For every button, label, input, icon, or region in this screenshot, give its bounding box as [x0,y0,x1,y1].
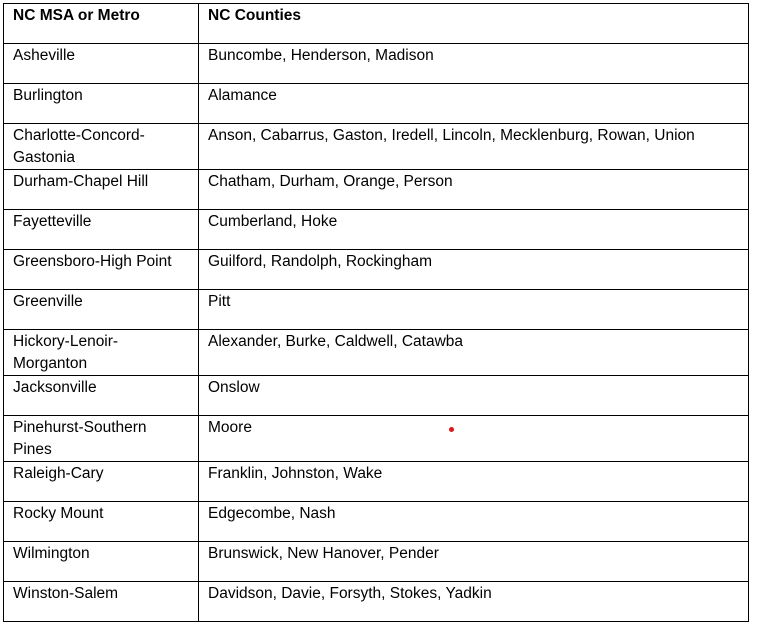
metro-cell: Winston-Salem [4,582,199,622]
metro-cell: Charlotte-Concord-Gastonia [4,124,199,170]
table-row [4,542,749,582]
table-row [4,124,749,170]
metro-cell: Durham-Chapel Hill [4,170,199,210]
counties-cell: Anson, Cabarrus, Gaston, Iredell, Lincoln, Mecklenburg, Rowan, Union [199,124,749,170]
header-row [4,4,749,44]
counties-cell: Edgecombe, Nash [199,502,749,542]
counties-cell: Chatham, Durham, Orange, Person [199,170,749,210]
counties-cell: Onslow [199,376,749,416]
table-row [4,502,749,542]
header-metro: NC MSA or Metro [4,4,199,44]
table-row [4,462,749,502]
metro-cell: Wilmington [4,542,199,582]
metro-cell: Raleigh-Cary [4,462,199,502]
metro-cell: Asheville [4,44,199,84]
metro-cell: Greensboro-High Point [4,250,199,290]
metro-cell: Pinehurst-Southern Pines [4,416,199,462]
cursor-dot [449,427,454,432]
metro-counties-table [3,3,749,622]
table-row [4,290,749,330]
counties-cell: Alamance [199,84,749,124]
metro-cell: Burlington [4,84,199,124]
table-row [4,210,749,250]
counties-cell: Guilford, Randolph, Rockingham [199,250,749,290]
table-row [4,416,749,462]
counties-cell: Moore [199,416,749,462]
metro-cell: Jacksonville [4,376,199,416]
counties-cell: Alexander, Burke, Caldwell, Catawba [199,330,749,376]
table-row [4,170,749,210]
table-row [4,330,749,376]
counties-cell: Franklin, Johnston, Wake [199,462,749,502]
table-row [4,376,749,416]
table-row [4,84,749,124]
counties-cell: Buncombe, Henderson, Madison [199,44,749,84]
metro-cell: Rocky Mount [4,502,199,542]
counties-cell: Brunswick, New Hanover, Pender [199,542,749,582]
counties-cell: Pitt [199,290,749,330]
table-row [4,250,749,290]
table-row [4,582,749,622]
metro-cell: Fayetteville [4,210,199,250]
metro-cell: Greenville [4,290,199,330]
counties-cell: Cumberland, Hoke [199,210,749,250]
counties-cell: Davidson, Davie, Forsyth, Stokes, Yadkin [199,582,749,622]
table-row [4,44,749,84]
metro-cell: Hickory-Lenoir-Morganton [4,330,199,376]
header-counties: NC Counties [199,4,749,44]
